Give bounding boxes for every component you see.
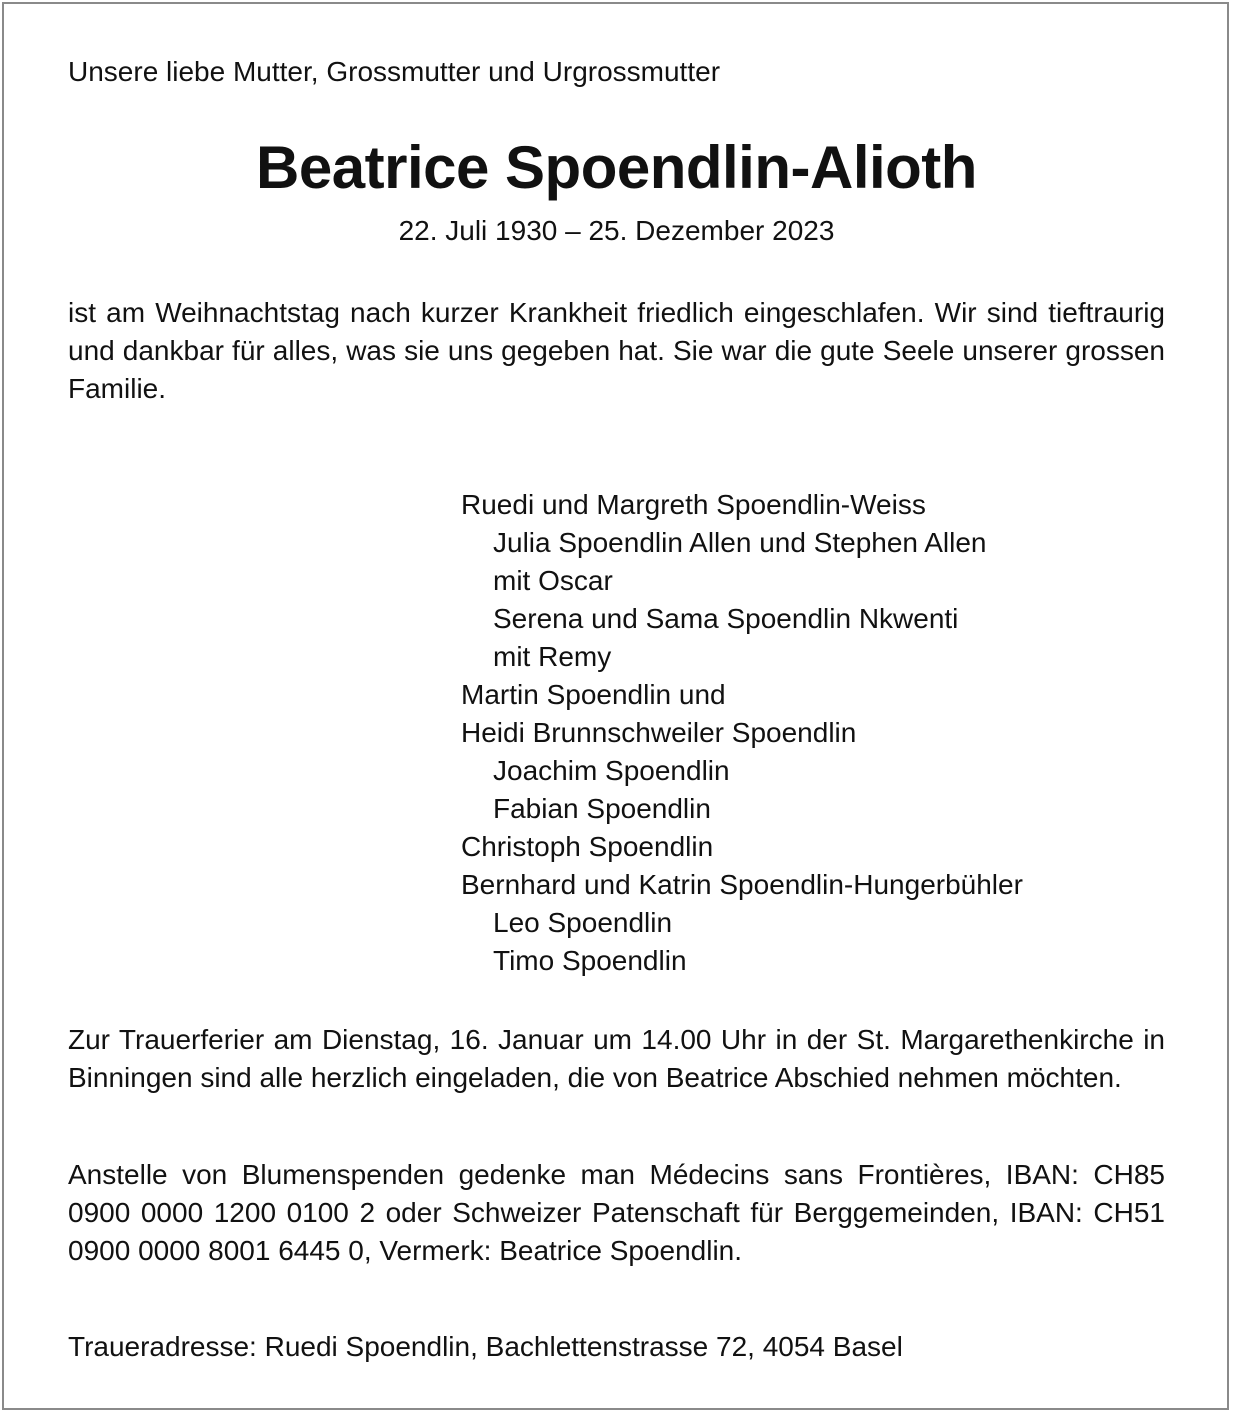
family-member: Serena und Sama Spoendlin Nkwenti: [493, 603, 959, 634]
mourning-address: Traueradresse: Ruedi Spoendlin, Bachlettenstrasse 72, 4054 Basel: [68, 1331, 903, 1362]
funeral-paragraph: Zur Trauerferier am Dienstag, 16. Januar um 14.00 Uhr in der St. Margarethenkirche in Binningen sind alle herzlich eingeladen, die von Beatrice Abschied nehmen möchten.: [68, 1024, 1165, 1093]
family-member: Timo Spoendlin: [493, 945, 687, 976]
donation-paragraph: Anstelle von Blumenspenden gedenke man Médecins sans Frontières, IBAN: CH85 0900 0000 1200 0100 2 oder Schweizer Patenschaft für Berggemeinden, IBAN: CH51 0900 0000 8001 6445 0, Vermerk: Beatrice Spoendlin.: [68, 1159, 1165, 1266]
family-member: Fabian Spoendlin: [493, 793, 711, 824]
family-member: mit Oscar: [493, 565, 613, 596]
family-member: Martin Spoendlin und: [461, 679, 726, 710]
intro-line: Unsere liebe Mutter, Grossmutter und Urgrossmutter: [68, 56, 721, 87]
family-member: Leo Spoendlin: [493, 907, 673, 938]
family-member: Joachim Spoendlin: [493, 755, 730, 786]
family-member: Christoph Spoendlin: [461, 831, 714, 862]
deceased-name: Beatrice Spoendlin-Alioth: [256, 134, 977, 201]
family-member: mit Remy: [493, 641, 612, 672]
life-dates: 22. Juli 1930 – 25. Dezember 2023: [398, 215, 835, 246]
family-member: Bernhard und Katrin Spoendlin-Hungerbühler: [461, 869, 1023, 900]
family-member: Ruedi und Margreth Spoendlin-Weiss: [461, 489, 926, 520]
family-member: Julia Spoendlin Allen und Stephen Allen: [493, 527, 987, 558]
family-list: [461, 486, 1023, 980]
family-member: Heidi Brunnschweiler Spoendlin: [461, 717, 857, 748]
announcement-paragraph: ist am Weihnachtstag nach kurzer Krankheit friedlich eingeschlafen. Wir sind tieftraurig und dankbar für alles, was sie uns gegeben hat. Sie war die gute Seele unserer grossen Familie.: [68, 297, 1165, 404]
